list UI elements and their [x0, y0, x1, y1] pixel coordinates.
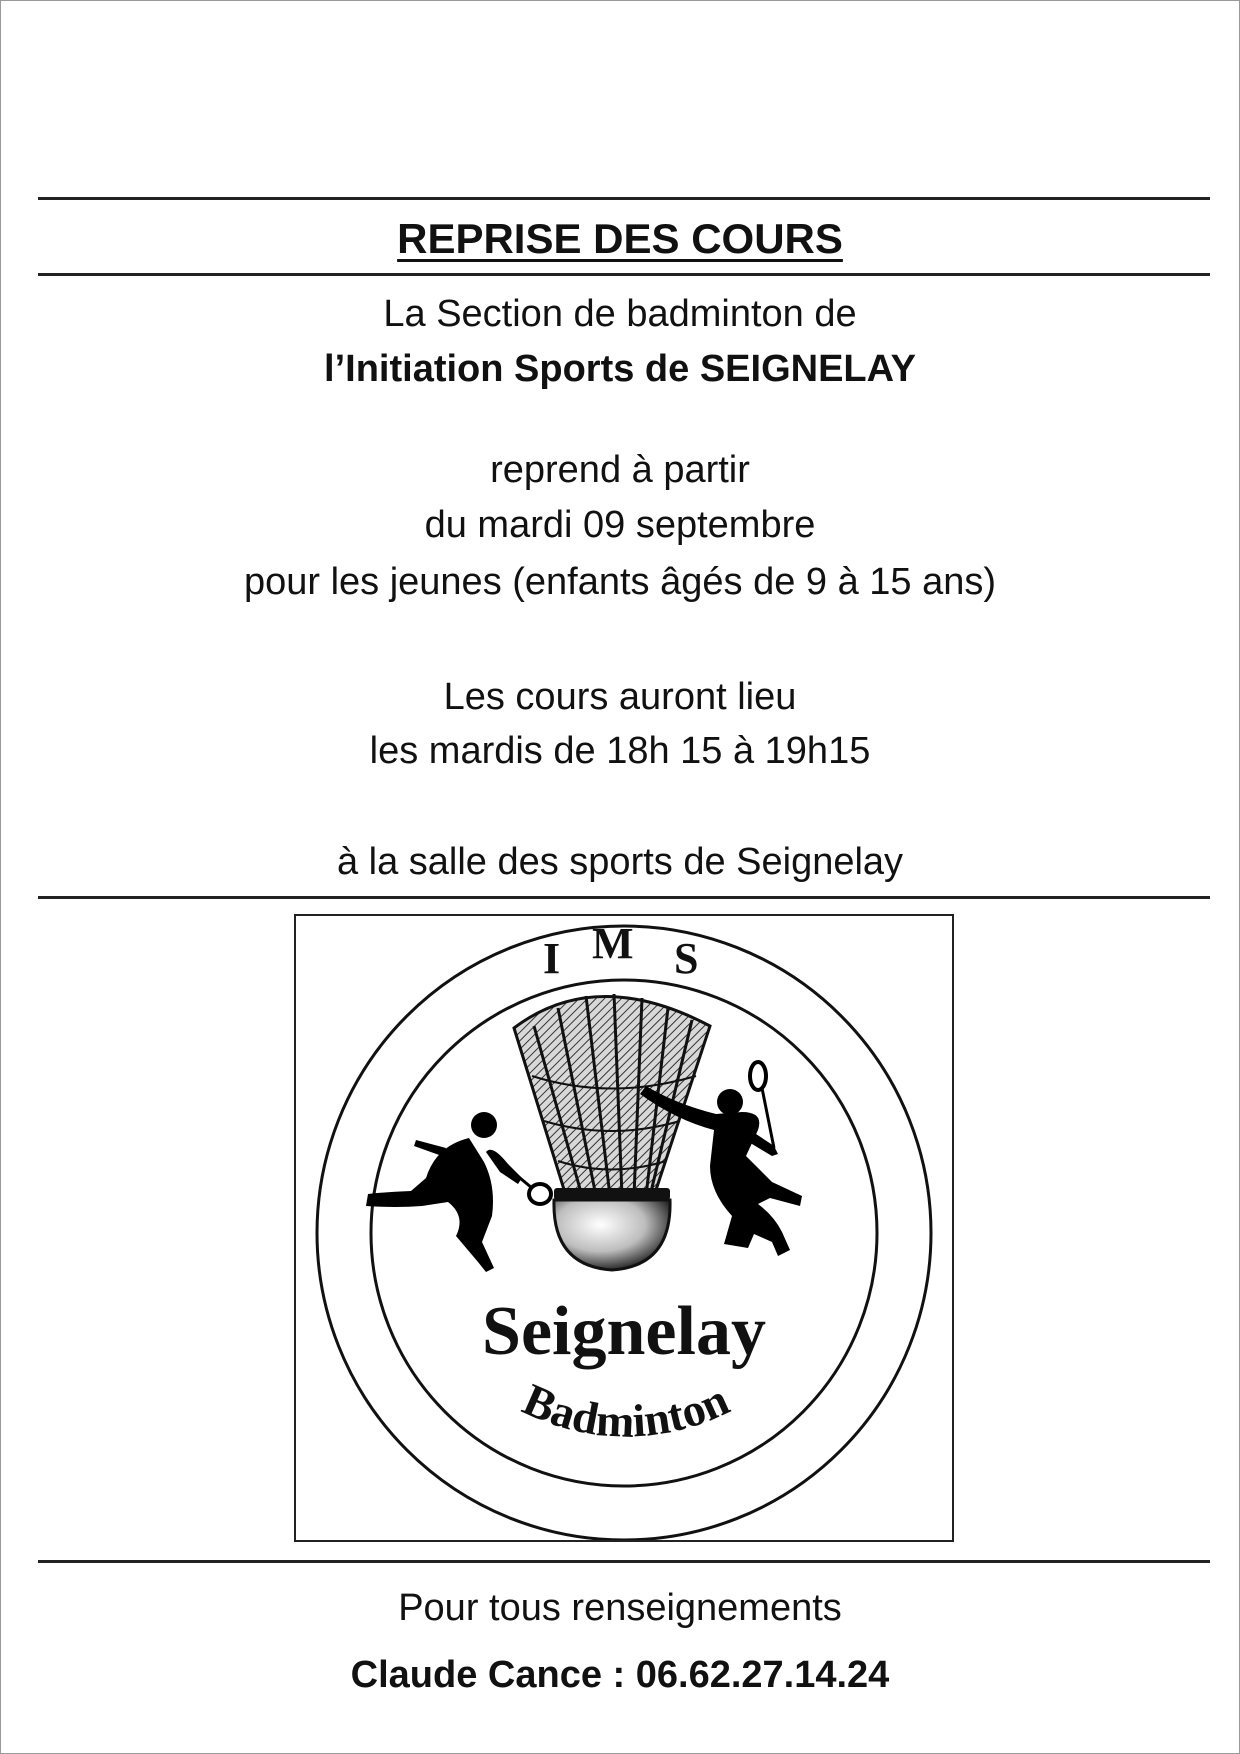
resume-line-3: pour les jeunes (enfants âgés de 9 à 15 ans): [243, 561, 997, 603]
logo-sport: Badminton: [515, 1373, 737, 1448]
logo-letter-s: S: [674, 934, 699, 983]
location-line: à la salle des sports de Seignelay: [336, 841, 904, 883]
info-label: Pour tous renseignements: [398, 1587, 842, 1629]
club-logo: [294, 914, 954, 1542]
shuttlecock-icon: [514, 994, 710, 1270]
contact-line: Claude Cance : 06.62.27.14.24: [350, 1654, 890, 1696]
top-divider: [38, 197, 1210, 200]
schedule-line-1: Les cours auront lieu: [443, 676, 797, 718]
flyer-title: REPRISE DES COURS: [397, 215, 843, 262]
title-divider: [38, 273, 1210, 276]
logo-letter-m: M: [592, 919, 634, 968]
intro-line-1: La Section de badminton de: [383, 293, 857, 335]
schedule-line-2: les mardis de 18h 15 à 19h15: [369, 730, 871, 772]
resume-line-1: reprend à partir: [490, 449, 750, 491]
logo-letter-i: I: [543, 934, 561, 983]
player-left-icon: [366, 1112, 551, 1272]
logo-top-divider: [38, 896, 1210, 899]
logo-graphic: [296, 916, 952, 1540]
intro-line-2: l’Initiation Sports de SEIGNELAY: [324, 348, 916, 390]
resume-line-2: du mardi 09 septembre: [424, 504, 816, 546]
logo-name: Seignelay: [482, 1293, 766, 1370]
logo-bottom-divider: [38, 1560, 1210, 1563]
